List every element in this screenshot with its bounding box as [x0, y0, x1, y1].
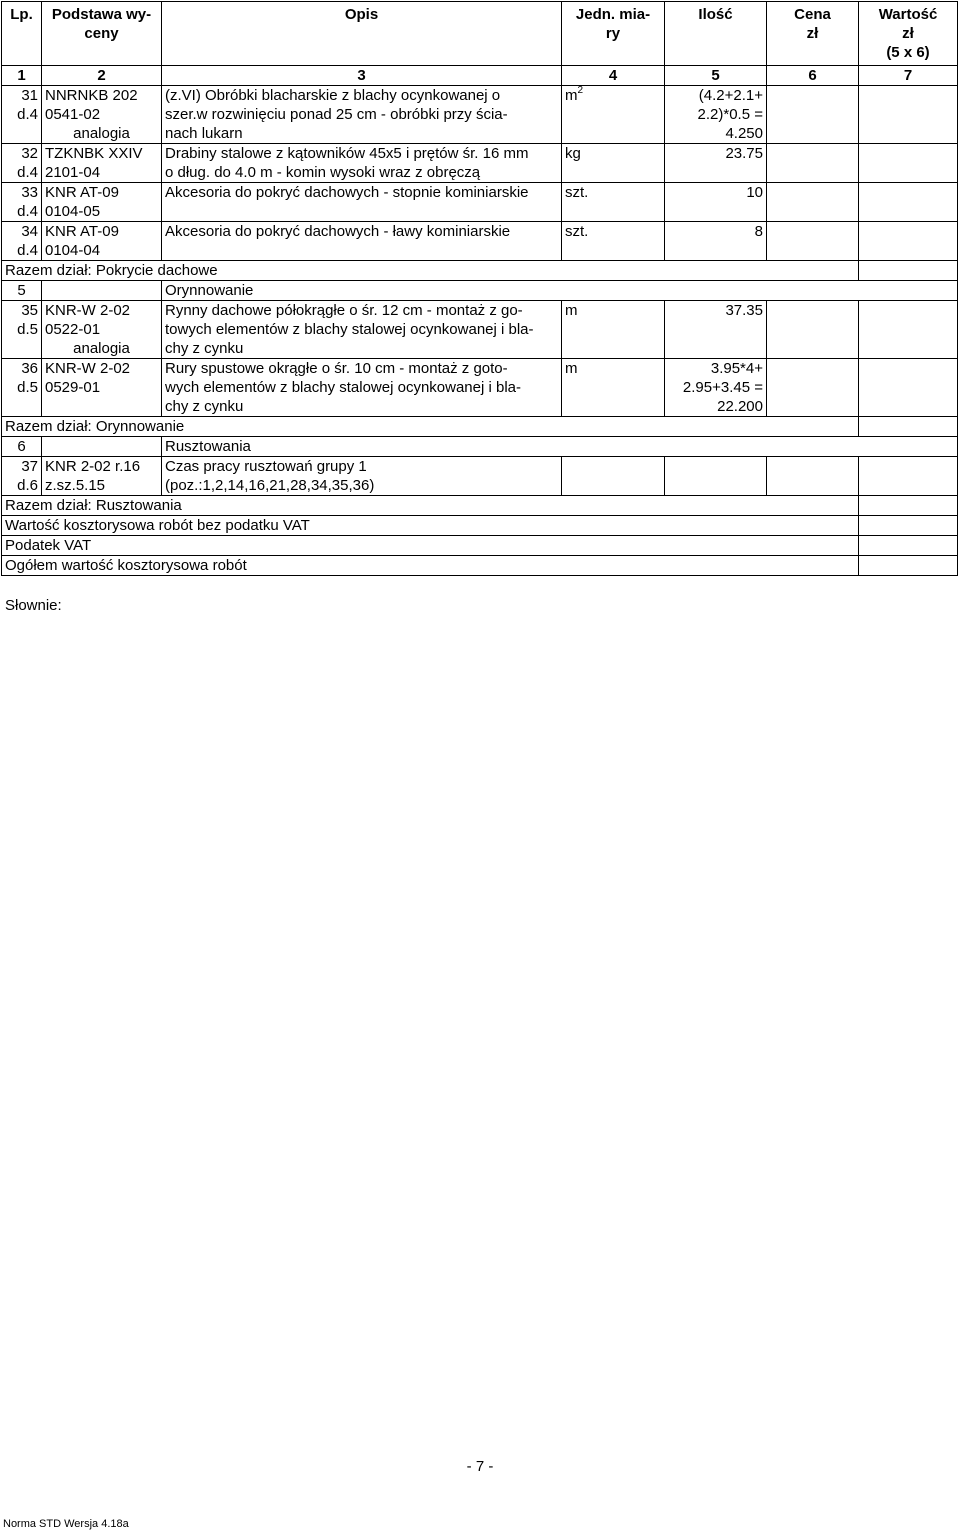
item-number: 32 d.4 — [2, 144, 42, 183]
header-description: Opis — [162, 2, 562, 66]
header-row — [2, 2, 958, 66]
item-unit: szt. — [562, 183, 665, 222]
column-number: 1 — [2, 66, 42, 86]
item-base: KNR AT-09 0104-05 — [42, 183, 162, 222]
table-row — [2, 183, 958, 222]
section-total-row — [2, 417, 958, 437]
cost-estimate-table — [1, 1, 958, 576]
item-unit: m — [562, 301, 665, 359]
software-version-note: Norma STD Wersja 4.18a — [3, 1518, 129, 1530]
table-row — [2, 144, 958, 183]
header-unit: Jedn. mia- ry — [562, 2, 665, 66]
item-number: 31 d.4 — [2, 86, 42, 144]
in-words-label: Słownie: — [5, 597, 62, 614]
item-base: KNR AT-09 0104-04 — [42, 222, 162, 261]
header-quantity: Ilość — [665, 2, 767, 66]
column-number: 7 — [859, 66, 958, 86]
summary-net-row — [2, 516, 958, 536]
item-number: 35 d.5 — [2, 301, 42, 359]
item-quantity: (4.2+2.1+ 2.2)*0.5 = 4.250 — [665, 86, 767, 144]
chapter-spacer — [42, 437, 162, 457]
table-row — [2, 457, 958, 496]
header-value: Wartość zł (5 x 6) — [859, 2, 958, 66]
column-number: 5 — [665, 66, 767, 86]
item-price — [767, 183, 859, 222]
summary-vat-value — [859, 536, 958, 556]
header-price: Cena zł — [767, 2, 859, 66]
chapter-name: Rusztowania — [162, 437, 958, 457]
item-unit: kg — [562, 144, 665, 183]
item-number: 37 d.6 — [2, 457, 42, 496]
item-unit: m — [562, 359, 665, 417]
header-base: Podstawa wy- ceny — [42, 2, 162, 66]
item-quantity: 3.95*4+ 2.95+3.45 = 22.200 — [665, 359, 767, 417]
chapter-row — [2, 437, 958, 457]
summary-total-row — [2, 556, 958, 576]
section-total-value — [859, 261, 958, 281]
item-value — [859, 457, 958, 496]
item-base: NNRNKB 202 0541-02 analogia — [42, 86, 162, 144]
item-price — [767, 144, 859, 183]
chapter-row — [2, 281, 958, 301]
item-number: 33 d.4 — [2, 183, 42, 222]
column-number: 6 — [767, 66, 859, 86]
summary-total-value — [859, 556, 958, 576]
item-base: KNR 2-02 r.16 z.sz.5.15 — [42, 457, 162, 496]
item-quantity: 23.75 — [665, 144, 767, 183]
item-price — [767, 86, 859, 144]
item-quantity: 8 — [665, 222, 767, 261]
item-value — [859, 183, 958, 222]
summary-total-label: Ogółem wartość kosztorysowa robót — [2, 556, 859, 576]
column-number: 4 — [562, 66, 665, 86]
item-price — [767, 301, 859, 359]
item-description: Drabiny stalowe z kątowników 45x5 i prętów śr. 16 mm o dług. do 4.0 m - komin wysoki wraz z obręczą — [162, 144, 562, 183]
section-total-row — [2, 496, 958, 516]
item-quantity — [665, 457, 767, 496]
item-value — [859, 359, 958, 417]
item-unit: $m^2$ — [562, 86, 665, 144]
item-unit — [562, 457, 665, 496]
item-description: (z.VI) Obróbki blacharskie z blachy ocynkowanej o szer.w rozwinięciu ponad 25 cm - obróbki przy ścia- nach lukarn — [162, 86, 562, 144]
item-number: 36 d.5 — [2, 359, 42, 417]
chapter-number: 6 — [2, 437, 42, 457]
chapter-spacer — [42, 281, 162, 301]
item-value — [859, 301, 958, 359]
item-description: Akcesoria do pokryć dachowych - ławy kominiarskie — [162, 222, 562, 261]
table-row — [2, 301, 958, 359]
item-base: KNR-W 2-02 0522-01 analogia — [42, 301, 162, 359]
table-row — [2, 359, 958, 417]
chapter-number: 5 — [2, 281, 42, 301]
section-total-label: Razem dział: Pokrycie dachowe — [2, 261, 859, 281]
section-total-value — [859, 496, 958, 516]
summary-vat-label: Podatek VAT — [2, 536, 859, 556]
item-quantity: 10 — [665, 183, 767, 222]
column-number-row — [2, 66, 958, 86]
item-unit: szt. — [562, 222, 665, 261]
chapter-name: Orynnowanie — [162, 281, 958, 301]
item-description: Czas pracy rusztowań grupy 1 (poz.:1,2,14,16,21,28,34,35,36) — [162, 457, 562, 496]
item-description: Akcesoria do pokryć dachowych - stopnie kominiarskie — [162, 183, 562, 222]
item-value — [859, 144, 958, 183]
item-description: Rynny dachowe półokrągłe o śr. 12 cm - montaż z go- towych elementów z blachy stalowej ocynkowanej i bla- chy z cynku — [162, 301, 562, 359]
item-base: TZKNBK XXIV 2101-04 — [42, 144, 162, 183]
item-price — [767, 222, 859, 261]
section-total-label: Razem dział: Orynnowanie — [2, 417, 859, 437]
page-number: - 7 - — [466, 1458, 494, 1475]
item-value — [859, 86, 958, 144]
item-value — [859, 222, 958, 261]
item-quantity: 37.35 — [665, 301, 767, 359]
section-total-row — [2, 261, 958, 281]
column-number: 2 — [42, 66, 162, 86]
table-row — [2, 222, 958, 261]
section-total-label: Razem dział: Rusztowania — [2, 496, 859, 516]
summary-net-value — [859, 516, 958, 536]
summary-net-label: Wartość kosztorysowa robót bez podatku VAT — [2, 516, 859, 536]
item-base: KNR-W 2-02 0529-01 — [42, 359, 162, 417]
item-description: Rury spustowe okrągłe o śr. 10 cm - montaż z goto- wych elementów z blachy stalowej ocynkowanej i bla- chy z cynku — [162, 359, 562, 417]
section-total-value — [859, 417, 958, 437]
item-price — [767, 457, 859, 496]
header-lp: Lp. — [2, 2, 42, 66]
column-number: 3 — [162, 66, 562, 86]
table-row — [2, 86, 958, 144]
item-price — [767, 359, 859, 417]
item-number: 34 d.4 — [2, 222, 42, 261]
summary-vat-row — [2, 536, 958, 556]
